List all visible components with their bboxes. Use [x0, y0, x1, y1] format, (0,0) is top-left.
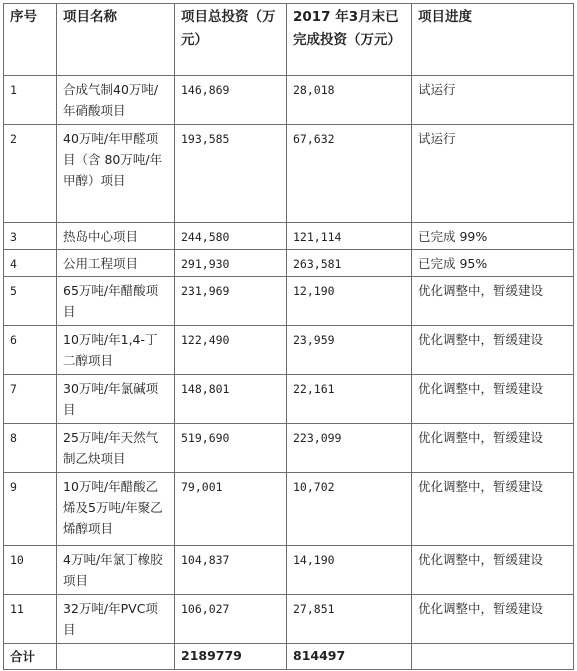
row-total-investment: 519,690	[175, 424, 287, 473]
table-row	[4, 223, 574, 250]
row-total-investment: 106,027	[175, 595, 287, 644]
row-index: 3	[4, 223, 57, 250]
row-completed-investment: 27,851	[287, 595, 412, 644]
table-row	[4, 473, 574, 546]
row-completed-investment: 23,959	[287, 326, 412, 375]
total-investment-sum: 2189779	[175, 644, 287, 670]
row-progress: 已完成 95%	[412, 250, 574, 277]
header-project-name: 项目名称	[57, 4, 175, 76]
row-project-name: 10万吨/年醋酸乙烯及5万吨/年聚乙烯醇项目	[57, 473, 175, 546]
row-completed-investment: 22,161	[287, 375, 412, 424]
row-total-investment: 193,585	[175, 125, 287, 223]
row-progress: 已完成 99%	[412, 223, 574, 250]
row-project-name: 4万吨/年氯丁橡胶项目	[57, 546, 175, 595]
row-total-investment: 244,580	[175, 223, 287, 250]
row-progress: 试运行	[412, 76, 574, 125]
total-project-name	[57, 644, 175, 670]
total-row	[4, 644, 574, 670]
row-completed-investment: 28,018	[287, 76, 412, 125]
row-project-name: 25万吨/年天然气制乙炔项目	[57, 424, 175, 473]
total-label: 合计	[4, 644, 57, 670]
table-row	[4, 375, 574, 424]
row-project-name: 热岛中心项目	[57, 223, 175, 250]
row-index: 9	[4, 473, 57, 546]
row-completed-investment: 67,632	[287, 125, 412, 223]
row-progress: 优化调整中，暂缓建设	[412, 473, 574, 546]
row-progress: 优化调整中，暂缓建设	[412, 277, 574, 326]
row-progress: 优化调整中，暂缓建设	[412, 546, 574, 595]
table-row	[4, 326, 574, 375]
table-row	[4, 125, 574, 223]
row-progress: 优化调整中，暂缓建设	[412, 424, 574, 473]
row-total-investment: 122,490	[175, 326, 287, 375]
row-total-investment: 231,969	[175, 277, 287, 326]
row-project-name: 合成气制40万吨/年硝酸项目	[57, 76, 175, 125]
row-project-name: 40万吨/年甲醛项目（含 80万吨/年甲醇）项目	[57, 125, 175, 223]
row-completed-investment: 14,190	[287, 546, 412, 595]
investment-table	[3, 3, 574, 670]
table-row	[4, 250, 574, 277]
row-project-name: 32万吨/年PVC项目	[57, 595, 175, 644]
row-total-investment: 146,869	[175, 76, 287, 125]
row-index: 8	[4, 424, 57, 473]
row-project-name: 公用工程项目	[57, 250, 175, 277]
table-row	[4, 277, 574, 326]
header-completed-investment: 2017 年3月末已完成投资（万元）	[287, 4, 412, 76]
row-project-name: 65万吨/年醋酸项目	[57, 277, 175, 326]
row-total-investment: 148,801	[175, 375, 287, 424]
row-index: 4	[4, 250, 57, 277]
row-total-investment: 79,001	[175, 473, 287, 546]
row-progress: 优化调整中，暂缓建设	[412, 326, 574, 375]
total-progress	[412, 644, 574, 670]
row-project-name: 10万吨/年1,4-丁二醇项目	[57, 326, 175, 375]
row-index: 2	[4, 125, 57, 223]
row-progress: 优化调整中，暂缓建设	[412, 595, 574, 644]
row-completed-investment: 263,581	[287, 250, 412, 277]
row-project-name: 30万吨/年氯碱项目	[57, 375, 175, 424]
row-completed-investment: 12,190	[287, 277, 412, 326]
row-completed-investment: 223,099	[287, 424, 412, 473]
row-index: 5	[4, 277, 57, 326]
header-total-investment: 项目总投资（万元）	[175, 4, 287, 76]
header-index: 序号	[4, 4, 57, 76]
header-progress: 项目进度	[412, 4, 574, 76]
row-index: 6	[4, 326, 57, 375]
row-index: 10	[4, 546, 57, 595]
row-index: 7	[4, 375, 57, 424]
row-completed-investment: 10,702	[287, 473, 412, 546]
header-row	[4, 4, 574, 76]
row-index: 11	[4, 595, 57, 644]
row-completed-investment: 121,114	[287, 223, 412, 250]
table-row	[4, 595, 574, 644]
row-progress: 试运行	[412, 125, 574, 223]
table-row	[4, 76, 574, 125]
row-total-investment: 104,837	[175, 546, 287, 595]
total-completed-sum: 814497	[287, 644, 412, 670]
row-progress: 优化调整中，暂缓建设	[412, 375, 574, 424]
table-row	[4, 424, 574, 473]
table-row	[4, 546, 574, 595]
row-index: 1	[4, 76, 57, 125]
row-total-investment: 291,930	[175, 250, 287, 277]
